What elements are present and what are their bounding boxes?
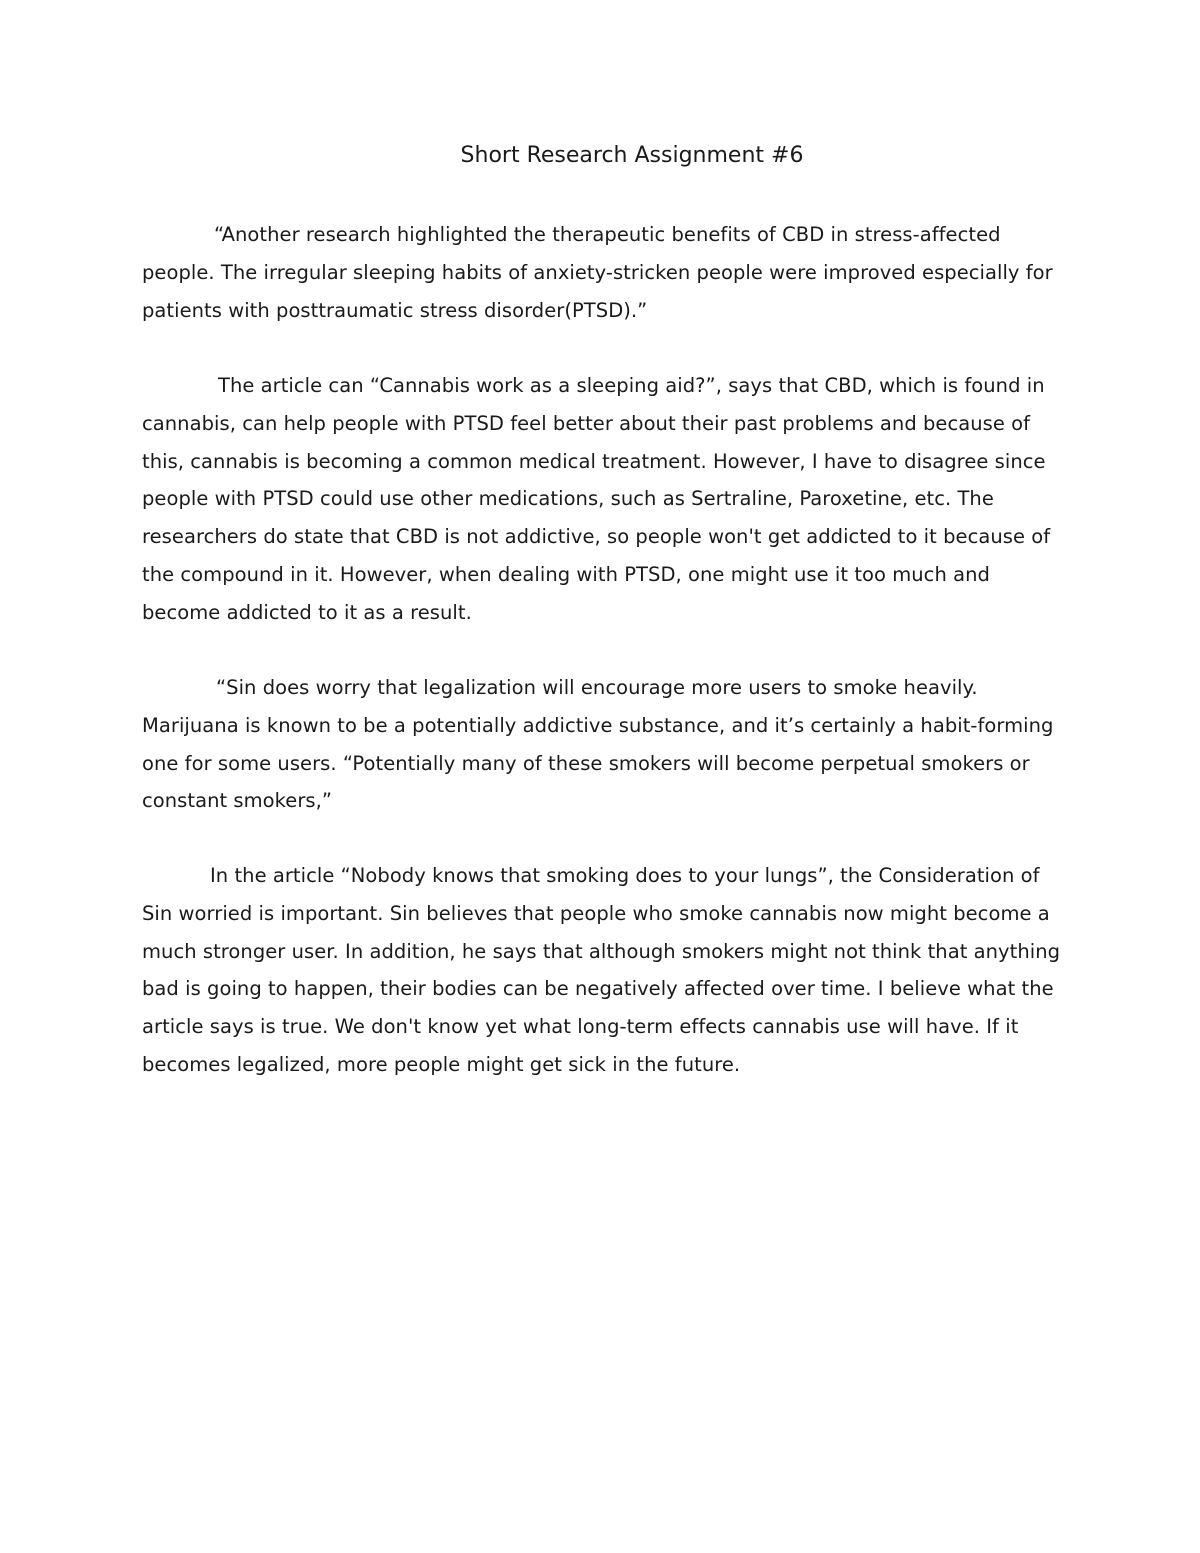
document-title: Short Research Assignment #6 [460,143,804,168]
quote-paragraph-2: “Sin does worry that legalization will encourage more users to smoke heavily. Marijuana is known to be a potentially addictive substance, and it’s certainly a habit-forming one for some users. “Potentially many of these smokers will become perpetual smokers or constant smokers,” [142,676,1054,813]
response-paragraph-1: The article can “Cannabis work as a sleeping aid?”, says that CBD, which is found in cannabis, can help people with PTSD feel better about their past problems and because of this, cannabis is becoming a common medical treatment. However, I have to disagree since people with PTSD could use other medications, such as Sertraline, Paroxetine, etc. The researchers do state that CBD is not addictive, so people won't get addicted to it because of the compound in it. However, when dealing with PTSD, one might use it too much and become addicted to it as a result. [142,374,1051,624]
quote-paragraph-1: “Another research highlighted the therapeutic benefits of CBD in stress-affected people. The irregular sleeping habits of anxiety-stricken people were improved especially for patients with posttraumatic stress disorder(PTSD).” [142,223,1053,322]
response-paragraph-2: In the article “Nobody knows that smoking does to your lungs”, the Consideration of Sin worried is important. Sin believes that people who smoke cannabis now might become a much stronger user. In addition, he says that although smokers might not think that anything bad is going to happen, their bodies can be negatively affected over time. I believe what the article says is true. We don't know yet what long-term effects cannabis use will have. If it becomes legalized, more people might get sick in the future. [142,864,1061,1076]
